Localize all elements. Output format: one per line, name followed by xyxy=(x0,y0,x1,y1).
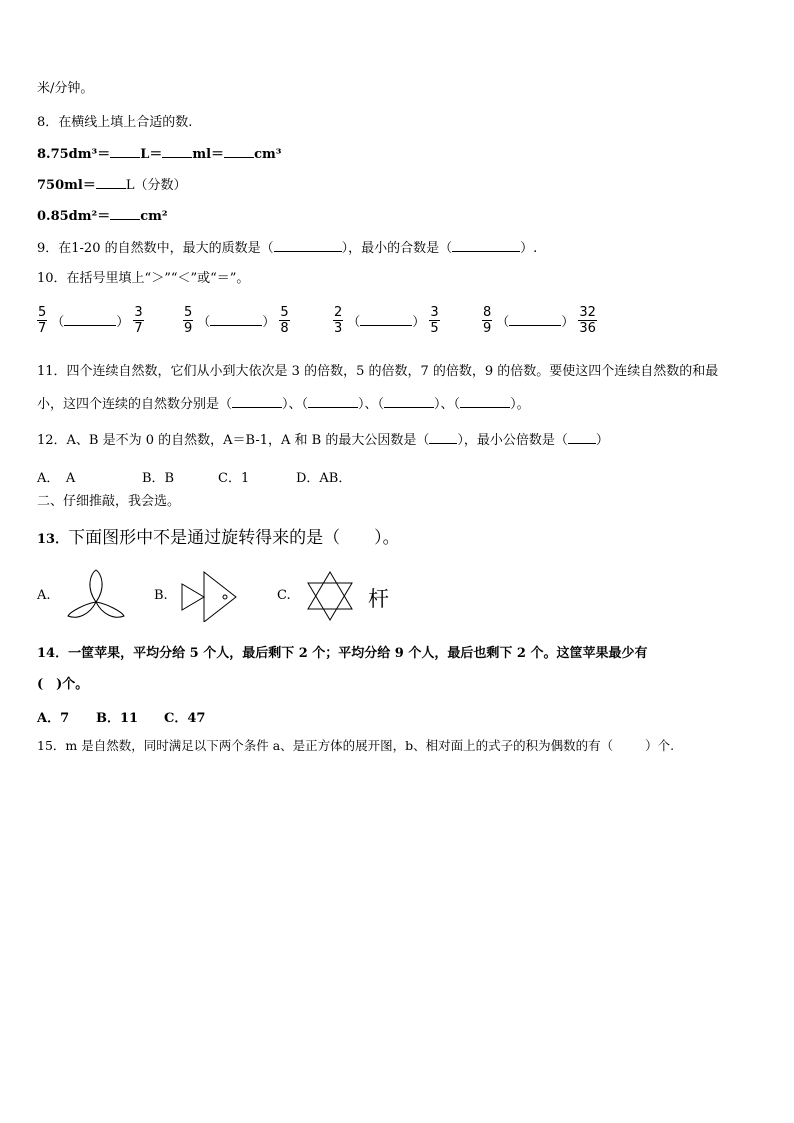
text-fragment: 10．在括号里填上“＞”“＜”或“＝”。 xyxy=(37,271,250,286)
continued-text xyxy=(37,80,93,98)
question-8-line-2 xyxy=(37,176,186,195)
denominator: 7 xyxy=(134,321,143,336)
question-9 xyxy=(37,239,537,258)
fraction xyxy=(333,305,343,336)
paren-open: （ xyxy=(347,315,361,330)
denominator: 8 xyxy=(280,321,289,336)
text-fragment: 12．A、B 是不为 0 的自然数，A＝B-1，A 和 B 的最大公因数是（ xyxy=(37,433,430,448)
answer-blank[interactable] xyxy=(210,313,262,326)
comparison-1 xyxy=(37,305,144,336)
denominator: 7 xyxy=(38,321,47,336)
comparison-2 xyxy=(183,305,290,336)
paren-open: （ xyxy=(197,315,211,330)
denominator: 3 xyxy=(334,321,343,336)
text-fragment: 二、仔细推敲，我会选。 xyxy=(37,494,181,509)
text-fragment: ） xyxy=(595,433,609,448)
numerator: 8 xyxy=(483,305,492,320)
text-fragment: 下面图形中不是通过旋转得来的是（ ）。 xyxy=(68,528,400,548)
paren-close: ） xyxy=(116,315,130,330)
question-14-line-1 xyxy=(37,645,647,663)
text-fragment: cm² xyxy=(140,209,168,224)
fraction xyxy=(429,305,439,336)
question-8-line-1 xyxy=(37,145,281,164)
answer-blank[interactable] xyxy=(568,431,596,444)
question-8-title xyxy=(37,114,192,132)
answer-blank[interactable] xyxy=(460,395,510,408)
denominator: 36 xyxy=(579,321,596,336)
choice-c[interactable]: C．47 xyxy=(164,711,206,726)
text-fragment: ），最小的合数是（ xyxy=(341,241,453,256)
question-10 xyxy=(37,270,249,288)
text-fragment: 15．m 是自然数，同时满足以下两个条件 a、是正方体的展开图，b、相对面上的式子的积为偶数的有（ xyxy=(37,738,614,753)
question-11-line-2 xyxy=(37,395,530,414)
text-fragment: 750ml＝ xyxy=(37,178,96,193)
fraction xyxy=(578,305,597,336)
text-fragment: 米/分钟。 xyxy=(37,81,94,96)
answer-blank[interactable] xyxy=(224,145,254,158)
answer-blank[interactable] xyxy=(360,313,412,326)
fraction xyxy=(183,305,193,336)
text-fragment: 11．四个连续自然数，它们从小到大依次是 3 的倍数，5 的倍数，7 的倍数，9 的倍数。要使这四个连续自然数的和最 xyxy=(37,364,719,379)
paren-open: （ xyxy=(496,315,510,330)
numerator: 3 xyxy=(134,305,143,320)
answer-blank[interactable] xyxy=(384,395,434,408)
text-fragment: ml＝ xyxy=(192,147,225,162)
question-11-line-1 xyxy=(37,363,718,381)
answer-blank[interactable] xyxy=(110,145,140,158)
choice-a[interactable]: A． A xyxy=(37,471,76,486)
text-fragment: 8．在横线上填上合适的数. xyxy=(37,115,193,130)
answer-blank[interactable] xyxy=(429,431,457,444)
question-13 xyxy=(37,523,400,548)
answer-blank[interactable] xyxy=(110,207,140,220)
text-fragment: 9．在1-20 的自然数中，最大的质数是（ xyxy=(37,241,274,256)
text-fragment: ）. xyxy=(520,241,538,256)
answer-blank[interactable] xyxy=(96,176,126,189)
section-heading xyxy=(37,493,180,511)
choice-c[interactable]: C．1 xyxy=(218,471,250,486)
fraction xyxy=(279,305,289,336)
question-15 xyxy=(37,737,674,755)
text-fragment: ）个. xyxy=(645,738,675,753)
numerator: 3 xyxy=(430,305,439,320)
fraction xyxy=(37,305,47,336)
text-fragment: L（分数） xyxy=(125,178,187,193)
numerator: 5 xyxy=(38,305,47,320)
text-fragment: 小，这四个连续的自然数分别是（ xyxy=(37,397,233,412)
answer-parens[interactable] xyxy=(197,311,275,330)
question-12 xyxy=(37,431,609,450)
choice-a[interactable]: A．7 xyxy=(37,711,70,726)
choice-b[interactable]: B．B xyxy=(142,471,175,486)
numerator: 32 xyxy=(579,305,596,320)
text-fragment: ( )个。 xyxy=(37,677,89,692)
text-fragment: ）、（ xyxy=(358,397,385,412)
answer-parens[interactable] xyxy=(347,311,425,330)
numerator: 5 xyxy=(280,305,289,320)
answer-blank[interactable] xyxy=(308,395,358,408)
question-8-line-3 xyxy=(37,207,168,226)
text-fragment: cm³ xyxy=(254,147,282,162)
choice-b[interactable]: B. xyxy=(154,588,168,603)
text-fragment: ），最小公倍数是（ xyxy=(457,433,568,448)
text-fragment: 0.85dm²＝ xyxy=(37,209,111,224)
denominator: 9 xyxy=(184,321,193,336)
comparison-4 xyxy=(482,305,597,336)
paren-close: ） xyxy=(561,315,575,330)
answer-blank[interactable] xyxy=(274,239,342,252)
choice-c[interactable]: C. xyxy=(277,588,291,603)
paren-close: ） xyxy=(412,315,426,330)
choice-b[interactable]: B．11 xyxy=(96,711,139,726)
answer-blank[interactable] xyxy=(452,239,520,252)
fraction xyxy=(482,305,492,336)
answer-blank[interactable] xyxy=(232,395,282,408)
paren-close: ） xyxy=(262,315,276,330)
text-fragment: 8.75dm³＝ xyxy=(37,147,111,162)
star-of-david-figure xyxy=(306,570,354,622)
answer-blank[interactable] xyxy=(162,145,192,158)
text-fragment: ）、（ xyxy=(434,397,461,412)
fish-triangles-figure xyxy=(180,570,240,622)
answer-blank[interactable] xyxy=(64,313,116,326)
choice-a[interactable]: A. xyxy=(37,588,51,603)
denominator: 5 xyxy=(430,321,439,336)
choice-d[interactable]: D．AB． xyxy=(296,471,352,486)
text-fragment: L＝ xyxy=(140,147,163,162)
answer-parens[interactable] xyxy=(496,311,574,330)
question-number: 13． xyxy=(37,532,69,547)
character-figure: 杆 xyxy=(368,587,389,611)
question-14-line-2 xyxy=(37,676,88,694)
text-fragment: ）、（ xyxy=(282,397,309,412)
paren-open: （ xyxy=(51,315,65,330)
answer-parens[interactable] xyxy=(51,311,129,330)
text-fragment: 14．一筐苹果，平均分给 5 个人，最后剩下 2 个；平均分给 9 个人，最后也剩下 2 个。这筐苹果最少有 xyxy=(37,646,648,661)
numerator: 2 xyxy=(334,305,343,320)
fraction xyxy=(133,305,143,336)
trefoil-figure xyxy=(64,568,128,620)
denominator: 9 xyxy=(483,321,492,336)
text-fragment: ）。 xyxy=(510,397,530,412)
answer-blank[interactable] xyxy=(509,313,561,326)
numerator: 5 xyxy=(184,305,193,320)
comparison-3 xyxy=(333,305,440,336)
